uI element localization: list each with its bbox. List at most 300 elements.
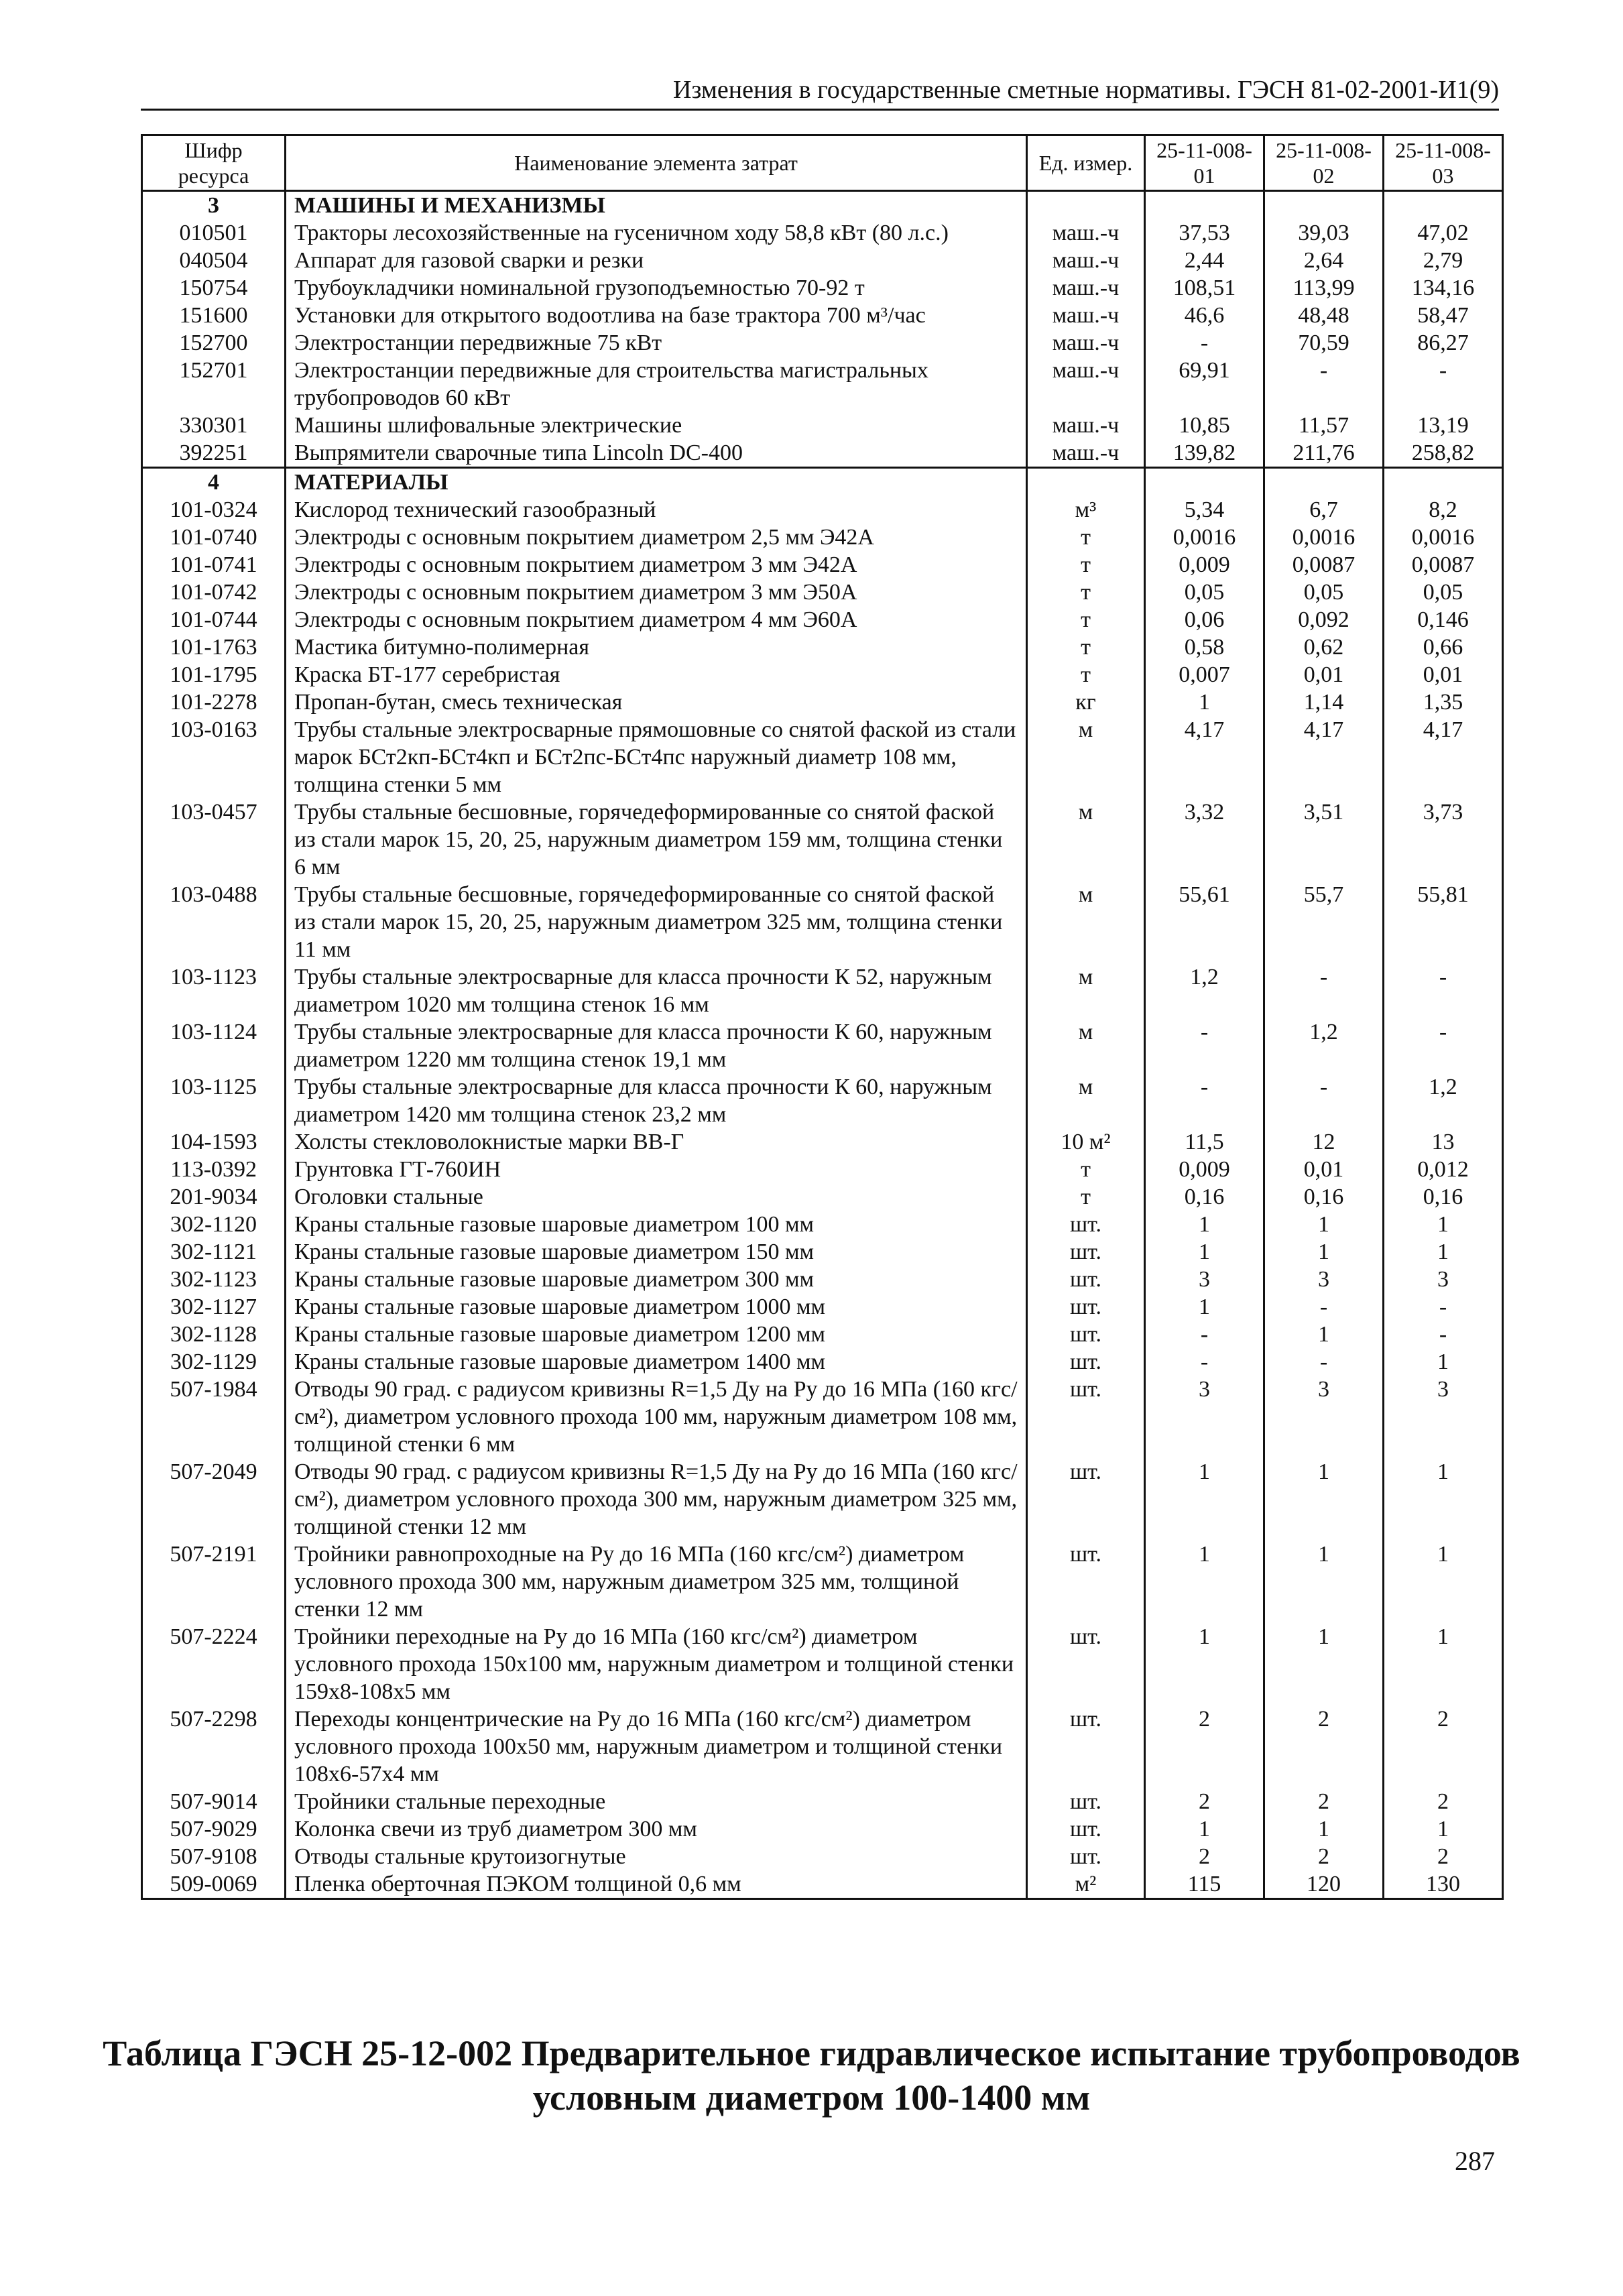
cell-code: 152701 [142, 357, 286, 412]
cell-norm-01: 3,32 [1145, 798, 1264, 881]
cell-code: 101-1763 [142, 633, 286, 661]
cell-norm-01: 1 [1145, 1238, 1264, 1266]
cell-norm-03: 2 [1384, 1788, 1503, 1815]
cell-norm-02: 11,57 [1264, 412, 1384, 439]
cell-norm-01: 1 [1145, 688, 1264, 716]
cell-norm-03: 0,01 [1384, 661, 1503, 688]
cell-code: 101-1795 [142, 661, 286, 688]
cell-unit: т [1027, 1183, 1145, 1211]
cell-norm-01: 0,0016 [1145, 524, 1264, 551]
cell-name: Пленка обертoчная ПЭКОМ толщиной 0,6 мм [286, 1870, 1027, 1899]
cell-unit [1027, 191, 1145, 220]
cell-code: 507-2298 [142, 1705, 286, 1788]
cell-norm-03 [1384, 191, 1503, 220]
table-row [142, 1348, 1503, 1376]
column-header-code: Шифр ресурса [142, 135, 286, 191]
cell-unit: шт. [1027, 1293, 1145, 1321]
cell-code: 101-2278 [142, 688, 286, 716]
cell-name: Краны стальные газовые шаровые диаметром 100 мм [286, 1211, 1027, 1238]
cell-name: Электроды с основным покрытием диаметром 4 мм Э60А [286, 606, 1027, 633]
cell-code: 4 [142, 468, 286, 497]
cell-unit: шт. [1027, 1238, 1145, 1266]
table-row [142, 357, 1503, 412]
cell-norm-03: 1,2 [1384, 1073, 1503, 1128]
cell-name: Тройники стальные переходные [286, 1788, 1027, 1815]
cell-name: Аппарат для газовой сварки и резки [286, 247, 1027, 274]
section-row [142, 191, 1503, 220]
cell-norm-03: 134,16 [1384, 274, 1503, 302]
cell-name: Отводы 90 град. с радиусом кривизны R=1,5 Ду на Ру до 16 МПа (160 кгс/см²), диаметром условного прохода 300 мм, наружным диаметром 325 мм, толщиной стенки 12 мм [286, 1458, 1027, 1540]
cell-norm-02: 113,99 [1264, 274, 1384, 302]
cell-name: Отводы стальные крутоизогнутые [286, 1843, 1027, 1870]
page-number: 287 [1455, 2146, 1495, 2176]
cell-code: 104-1593 [142, 1128, 286, 1156]
cell-unit: шт. [1027, 1540, 1145, 1623]
cell-norm-03: 1 [1384, 1211, 1503, 1238]
cell-norm-02 [1264, 191, 1384, 220]
cell-norm-02: 48,48 [1264, 302, 1384, 329]
cell-norm-03: 1 [1384, 1815, 1503, 1843]
table-row [142, 579, 1503, 606]
cell-name: МАШИНЫ И МЕХАНИЗМЫ [286, 191, 1027, 220]
cell-norm-02: 0,05 [1264, 579, 1384, 606]
table-row [142, 1458, 1503, 1540]
table-row [142, 1843, 1503, 1870]
cell-name: Колонка свечи из труб диаметром 300 мм [286, 1815, 1027, 1843]
table-row [142, 247, 1503, 274]
cell-name: Оголовки стальные [286, 1183, 1027, 1211]
cell-norm-01: 115 [1145, 1870, 1264, 1899]
cell-norm-02: 0,0016 [1264, 524, 1384, 551]
cell-norm-02: 1 [1264, 1815, 1384, 1843]
cell-name: Мастика битумно-полимерная [286, 633, 1027, 661]
cell-name: МАТЕРИАЛЫ [286, 468, 1027, 497]
table-row [142, 1815, 1503, 1843]
cell-unit: шт. [1027, 1458, 1145, 1540]
cell-code: 507-2191 [142, 1540, 286, 1623]
cell-unit: шт. [1027, 1348, 1145, 1376]
cell-unit: м² [1027, 1870, 1145, 1899]
cell-name: Холсты стекловолокнистые марки ВВ-Г [286, 1128, 1027, 1156]
cell-norm-01: 2 [1145, 1705, 1264, 1788]
resource-table-container [141, 134, 1502, 1900]
cell-norm-03: 258,82 [1384, 439, 1503, 468]
table-row [142, 412, 1503, 439]
cell-code: 040504 [142, 247, 286, 274]
cell-unit: маш.-ч [1027, 357, 1145, 412]
cell-norm-03: 0,16 [1384, 1183, 1503, 1211]
cell-norm-02: 2 [1264, 1705, 1384, 1788]
cell-norm-03: 0,0016 [1384, 524, 1503, 551]
cell-name: Трубоукладчики номинальной грузоподъемностью 70-92 т [286, 274, 1027, 302]
cell-unit: шт. [1027, 1815, 1145, 1843]
cell-norm-01: 11,5 [1145, 1128, 1264, 1156]
cell-name: Трубы стальные электросварные для класса прочности К 60, наружным диаметром 1420 мм толщина стенок 23,2 мм [286, 1073, 1027, 1128]
cell-norm-01: - [1145, 1348, 1264, 1376]
cell-code: 103-0488 [142, 881, 286, 963]
cell-unit: м [1027, 881, 1145, 963]
cell-unit: шт. [1027, 1266, 1145, 1293]
cell-norm-01: 1 [1145, 1815, 1264, 1843]
cell-norm-02: 6,7 [1264, 496, 1384, 524]
cell-norm-01: 37,53 [1145, 219, 1264, 247]
cell-norm-02: 211,76 [1264, 439, 1384, 468]
cell-code: 103-0457 [142, 798, 286, 881]
cell-norm-01: 10,85 [1145, 412, 1264, 439]
cell-norm-03: 0,146 [1384, 606, 1503, 633]
cell-norm-03: 1 [1384, 1540, 1503, 1623]
cell-code: 302-1128 [142, 1321, 286, 1348]
cell-norm-02: 3,51 [1264, 798, 1384, 881]
cell-unit: маш.-ч [1027, 302, 1145, 329]
cell-norm-02: 0,0087 [1264, 551, 1384, 579]
cell-norm-02: 0,01 [1264, 661, 1384, 688]
table-row [142, 551, 1503, 579]
cell-norm-02: 2 [1264, 1788, 1384, 1815]
cell-norm-03: - [1384, 1321, 1503, 1348]
cell-name: Переходы концентрические на Ру до 16 МПа (160 кгс/см²) диаметром условного прохода 100x50 мм, наружным диаметром и толщиной стенки 108x6-57x4 мм [286, 1705, 1027, 1788]
cell-norm-01: 0,009 [1145, 1156, 1264, 1183]
cell-unit: маш.-ч [1027, 219, 1145, 247]
cell-norm-02: 1,14 [1264, 688, 1384, 716]
cell-norm-03: 86,27 [1384, 329, 1503, 357]
cell-code: 103-1123 [142, 963, 286, 1018]
cell-unit: шт. [1027, 1788, 1145, 1815]
cell-name: Краны стальные газовые шаровые диаметром 1400 мм [286, 1348, 1027, 1376]
cell-name: Трубы стальные электросварные для класса прочности К 60, наружным диаметром 1220 мм толщина стенок 19,1 мм [286, 1018, 1027, 1073]
cell-norm-03 [1384, 468, 1503, 497]
cell-unit: шт. [1027, 1321, 1145, 1348]
cell-norm-01: 0,06 [1145, 606, 1264, 633]
cell-unit: шт. [1027, 1843, 1145, 1870]
cell-code: 302-1129 [142, 1348, 286, 1376]
cell-norm-03: 3 [1384, 1266, 1503, 1293]
table-row [142, 1870, 1503, 1899]
table-row [142, 1321, 1503, 1348]
table-row [142, 1623, 1503, 1705]
table-row [142, 439, 1503, 468]
cell-norm-02: 1 [1264, 1321, 1384, 1348]
table-row [142, 688, 1503, 716]
table-caption-line-1: Таблица ГЭСН 25-12-002 Предварительное гидравлическое испытание трубопроводов [103, 2033, 1520, 2073]
table-row [142, 1788, 1503, 1815]
table-row [142, 798, 1503, 881]
cell-code: 302-1123 [142, 1266, 286, 1293]
cell-name: Электроды с основным покрытием диаметром 3 мм Э50А [286, 579, 1027, 606]
cell-unit: шт. [1027, 1211, 1145, 1238]
cell-name: Трубы стальные бесшовные, горячедеформированные со снятой фаской из стали марок 15, 20, 25, наружным диаметром 159 мм, толщина стенки 6 мм [286, 798, 1027, 881]
cell-norm-01: - [1145, 1321, 1264, 1348]
table-row [142, 1183, 1503, 1211]
cell-norm-02 [1264, 468, 1384, 497]
cell-norm-01: 0,58 [1145, 633, 1264, 661]
table-row [142, 1073, 1503, 1128]
cell-code: 101-0744 [142, 606, 286, 633]
cell-norm-02: 55,7 [1264, 881, 1384, 963]
cell-norm-01: 3 [1145, 1266, 1264, 1293]
cell-norm-03: 0,66 [1384, 633, 1503, 661]
cell-norm-01: 1 [1145, 1211, 1264, 1238]
cell-name: Краска БТ-177 серебристая [286, 661, 1027, 688]
cell-unit: т [1027, 1156, 1145, 1183]
cell-norm-03: 13,19 [1384, 412, 1503, 439]
cell-norm-01: - [1145, 1073, 1264, 1128]
cell-code: 201-9034 [142, 1183, 286, 1211]
cell-norm-01: 2 [1145, 1788, 1264, 1815]
table-row [142, 524, 1503, 551]
cell-norm-01: 108,51 [1145, 274, 1264, 302]
cell-norm-02: 1 [1264, 1238, 1384, 1266]
cell-name: Электростанции передвижные 75 кВт [286, 329, 1027, 357]
cell-norm-01 [1145, 191, 1264, 220]
cell-name: Машины шлифовальные электрические [286, 412, 1027, 439]
cell-unit [1027, 468, 1145, 497]
cell-norm-03: 130 [1384, 1870, 1503, 1899]
cell-norm-01: 1,2 [1145, 963, 1264, 1018]
cell-unit: шт. [1027, 1623, 1145, 1705]
cell-norm-01: 0,009 [1145, 551, 1264, 579]
cell-norm-03: 1,35 [1384, 688, 1503, 716]
table-row [142, 1211, 1503, 1238]
cell-code: 302-1120 [142, 1211, 286, 1238]
cell-code: 113-0392 [142, 1156, 286, 1183]
cell-unit: кг [1027, 688, 1145, 716]
table-row [142, 219, 1503, 247]
table-row [142, 881, 1503, 963]
cell-code: 151600 [142, 302, 286, 329]
cell-norm-03: 55,81 [1384, 881, 1503, 963]
cell-unit: маш.-ч [1027, 274, 1145, 302]
cell-norm-02: 1 [1264, 1458, 1384, 1540]
cell-norm-03: 47,02 [1384, 219, 1503, 247]
cell-norm-03: 1 [1384, 1348, 1503, 1376]
column-header-unit: Ед. измер. [1027, 135, 1145, 191]
cell-unit: т [1027, 661, 1145, 688]
cell-name: Грунтовка ГТ-760ИН [286, 1156, 1027, 1183]
cell-code: 101-0324 [142, 496, 286, 524]
cell-name: Электростанции передвижные для строительства магистральных трубопроводов 60 кВт [286, 357, 1027, 412]
cell-norm-03: 8,2 [1384, 496, 1503, 524]
table-caption [67, 2031, 1556, 2120]
cell-norm-01: - [1145, 329, 1264, 357]
cell-norm-03: 4,17 [1384, 716, 1503, 798]
table-row [142, 1266, 1503, 1293]
cell-norm-02: 0,62 [1264, 633, 1384, 661]
cell-unit: т [1027, 551, 1145, 579]
table-row [142, 963, 1503, 1018]
cell-norm-02: 2 [1264, 1843, 1384, 1870]
cell-unit: шт. [1027, 1376, 1145, 1458]
cell-code: 010501 [142, 219, 286, 247]
cell-name: Электроды с основным покрытием диаметром 3 мм Э42А [286, 551, 1027, 579]
cell-unit: м [1027, 1073, 1145, 1128]
cell-name: Установки для открытого водоотлива на базе трактора 700 м³/час [286, 302, 1027, 329]
cell-norm-03: - [1384, 1018, 1503, 1073]
cell-name: Тракторы лесохозяйственные на гусеничном ходу 58,8 кВт (80 л.с.) [286, 219, 1027, 247]
cell-code: 103-0163 [142, 716, 286, 798]
cell-norm-02: 12 [1264, 1128, 1384, 1156]
cell-norm-01: 69,91 [1145, 357, 1264, 412]
cell-norm-03: - [1384, 357, 1503, 412]
cell-unit: маш.-ч [1027, 329, 1145, 357]
cell-norm-02: 0,16 [1264, 1183, 1384, 1211]
cell-norm-01: 0,05 [1145, 579, 1264, 606]
cell-unit: т [1027, 579, 1145, 606]
cell-norm-01: 2 [1145, 1843, 1264, 1870]
table-row [142, 661, 1503, 688]
cell-norm-02: 70,59 [1264, 329, 1384, 357]
table-row [142, 1018, 1503, 1073]
cell-norm-02: - [1264, 1293, 1384, 1321]
cell-name: Отводы 90 град. с радиусом кривизны R=1,5 Ду на Ру до 16 МПа (160 кгс/см²), диаметром условного прохода 100 мм, наружным диаметром 108 мм, толщиной стенки 6 мм [286, 1376, 1027, 1458]
cell-norm-02: 1 [1264, 1211, 1384, 1238]
cell-norm-01: 3 [1145, 1376, 1264, 1458]
cell-norm-02: 0,01 [1264, 1156, 1384, 1183]
cell-norm-01: 1 [1145, 1458, 1264, 1540]
cell-unit: 10 м² [1027, 1128, 1145, 1156]
resource-norms-table [141, 134, 1504, 1900]
cell-norm-01: 1 [1145, 1540, 1264, 1623]
table-header-row [142, 135, 1503, 191]
cell-norm-03: 2 [1384, 1843, 1503, 1870]
table-row [142, 302, 1503, 329]
cell-code: 507-2224 [142, 1623, 286, 1705]
cell-norm-01: 4,17 [1145, 716, 1264, 798]
cell-code: 507-9014 [142, 1788, 286, 1815]
cell-name: Кислород технический газообразный [286, 496, 1027, 524]
cell-name: Пропан-бутан, смесь техническая [286, 688, 1027, 716]
cell-code: 330301 [142, 412, 286, 439]
cell-norm-03: 3,73 [1384, 798, 1503, 881]
cell-code: 507-1984 [142, 1376, 286, 1458]
cell-norm-01 [1145, 468, 1264, 497]
table-header [142, 135, 1503, 191]
cell-norm-03: 1 [1384, 1623, 1503, 1705]
running-header [141, 74, 1499, 111]
cell-code: 103-1124 [142, 1018, 286, 1073]
cell-code: 101-0741 [142, 551, 286, 579]
cell-unit: м [1027, 963, 1145, 1018]
cell-norm-03: 0,012 [1384, 1156, 1503, 1183]
column-header-norm-02: 25-11-008-02 [1264, 135, 1384, 191]
cell-norm-03: - [1384, 963, 1503, 1018]
cell-name: Трубы стальные электросварные для класса прочности К 52, наружным диаметром 1020 мм толщина стенок 16 мм [286, 963, 1027, 1018]
cell-name: Электроды с основным покрытием диаметром 2,5 мм Э42А [286, 524, 1027, 551]
table-row [142, 1128, 1503, 1156]
cell-norm-03: 2 [1384, 1705, 1503, 1788]
cell-name: Тройники переходные на Ру до 16 МПа (160 кгс/см²) диаметром условного прохода 150x100 мм, наружным диаметром и толщиной стенки 159x8-108x5 мм [286, 1623, 1027, 1705]
cell-code: 101-0740 [142, 524, 286, 551]
cell-code: 101-0742 [142, 579, 286, 606]
cell-norm-02: - [1264, 1073, 1384, 1128]
cell-unit: м [1027, 798, 1145, 881]
cell-code: 509-0069 [142, 1870, 286, 1899]
table-row [142, 633, 1503, 661]
cell-norm-03: 1 [1384, 1458, 1503, 1540]
cell-norm-01: 1 [1145, 1293, 1264, 1321]
column-header-norm-01: 25-11-008-01 [1145, 135, 1264, 191]
cell-norm-01: 139,82 [1145, 439, 1264, 468]
table-row [142, 1540, 1503, 1623]
table-row [142, 716, 1503, 798]
cell-unit: м³ [1027, 496, 1145, 524]
cell-name: Краны стальные газовые шаровые диаметром 1000 мм [286, 1293, 1027, 1321]
cell-code: 150754 [142, 274, 286, 302]
cell-norm-02: - [1264, 963, 1384, 1018]
cell-norm-01: 0,16 [1145, 1183, 1264, 1211]
cell-norm-02: 3 [1264, 1266, 1384, 1293]
table-caption-line-2: условным диаметром 100-1400 мм [532, 2077, 1091, 2118]
cell-norm-03: 0,05 [1384, 579, 1503, 606]
table-row [142, 1156, 1503, 1183]
cell-norm-02: 2,64 [1264, 247, 1384, 274]
cell-norm-03: 0,0087 [1384, 551, 1503, 579]
table-row [142, 1238, 1503, 1266]
cell-unit: маш.-ч [1027, 247, 1145, 274]
cell-norm-02: 1 [1264, 1540, 1384, 1623]
cell-norm-01: - [1145, 1018, 1264, 1073]
cell-norm-01: 0,007 [1145, 661, 1264, 688]
cell-unit: шт. [1027, 1705, 1145, 1788]
cell-norm-01: 2,44 [1145, 247, 1264, 274]
cell-norm-02: 120 [1264, 1870, 1384, 1899]
table-body [142, 191, 1503, 1899]
cell-norm-02: 4,17 [1264, 716, 1384, 798]
cell-code: 507-2049 [142, 1458, 286, 1540]
cell-norm-01: 1 [1145, 1623, 1264, 1705]
cell-unit: маш.-ч [1027, 412, 1145, 439]
cell-norm-03: 1 [1384, 1238, 1503, 1266]
cell-norm-02: 1 [1264, 1623, 1384, 1705]
cell-code: 507-9029 [142, 1815, 286, 1843]
cell-code: 302-1121 [142, 1238, 286, 1266]
cell-norm-02: - [1264, 357, 1384, 412]
table-row [142, 1705, 1503, 1788]
cell-unit: т [1027, 633, 1145, 661]
cell-norm-03: 3 [1384, 1376, 1503, 1458]
cell-unit: маш.-ч [1027, 439, 1145, 468]
cell-code: 302-1127 [142, 1293, 286, 1321]
cell-unit: т [1027, 606, 1145, 633]
section-row [142, 468, 1503, 497]
cell-unit: м [1027, 1018, 1145, 1073]
cell-name: Трубы стальные бесшовные, горячедеформированные со снятой фаской из стали марок 15, 20, 25, наружным диаметром 325 мм, толщина стенки 11 мм [286, 881, 1027, 963]
cell-norm-01: 46,6 [1145, 302, 1264, 329]
cell-code: 152700 [142, 329, 286, 357]
table-row [142, 1293, 1503, 1321]
cell-name: Трубы стальные электросварные прямошовные со снятой фаской из стали марок БСт2кп-БСт4кп и БСт2пс-БСт4пс наружный диаметр 108 мм, толщина стенки 5 мм [286, 716, 1027, 798]
cell-code: 3 [142, 191, 286, 220]
cell-norm-02: 1,2 [1264, 1018, 1384, 1073]
column-header-norm-03: 25-11-008-03 [1384, 135, 1503, 191]
table-row [142, 606, 1503, 633]
cell-norm-02: 39,03 [1264, 219, 1384, 247]
cell-norm-03: 13 [1384, 1128, 1503, 1156]
cell-norm-03: 58,47 [1384, 302, 1503, 329]
cell-norm-01: 5,34 [1145, 496, 1264, 524]
cell-unit: м [1027, 716, 1145, 798]
cell-norm-02: 3 [1264, 1376, 1384, 1458]
column-header-name: Наименование элемента затрат [286, 135, 1027, 191]
cell-norm-02: - [1264, 1348, 1384, 1376]
cell-name: Краны стальные газовые шаровые диаметром 150 мм [286, 1238, 1027, 1266]
table-row [142, 274, 1503, 302]
cell-norm-03: 2,79 [1384, 247, 1503, 274]
cell-name: Краны стальные газовые шаровые диаметром 300 мм [286, 1266, 1027, 1293]
cell-code: 507-9108 [142, 1843, 286, 1870]
cell-name: Тройники равнопроходные на Ру до 16 МПа (160 кгс/см²) диаметром условного прохода 300 мм, наружным диаметром 325 мм, толщиной стенки 12 мм [286, 1540, 1027, 1623]
cell-norm-03: - [1384, 1293, 1503, 1321]
